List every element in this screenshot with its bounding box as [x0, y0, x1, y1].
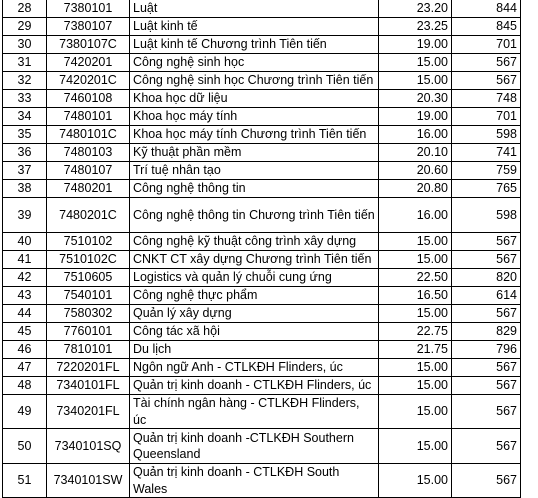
major-name: Luật kinh tế Chương trình Tiên tiến: [130, 36, 379, 54]
major-code: 7220201FL: [47, 359, 130, 377]
major-code: 7340101FL: [47, 377, 130, 395]
score-count: 701: [452, 108, 521, 126]
cutoff-score: 23.25: [379, 18, 452, 36]
table-row: [3, 18, 521, 36]
score-count: 765: [452, 180, 521, 198]
major-name: Tài chính ngân hàng - CTLKĐH Flinders, úc: [130, 395, 379, 429]
cutoff-score: 15.00: [379, 429, 452, 464]
major-name: Công tác xã hội: [130, 323, 379, 341]
major-name: Quản lý xây dựng: [130, 305, 379, 323]
major-name: Công nghệ thông tin Chương trình Tiên tiến: [130, 198, 379, 233]
row-number: 49: [3, 395, 47, 429]
cutoff-score: 20.30: [379, 90, 452, 108]
table-row: [3, 359, 521, 377]
table-row: [3, 108, 521, 126]
score-count: 567: [452, 305, 521, 323]
cutoff-score: 20.60: [379, 162, 452, 180]
score-count: 759: [452, 162, 521, 180]
major-name: Công nghệ thông tin: [130, 180, 379, 198]
major-name: Trí tuệ nhân tạo: [130, 162, 379, 180]
major-code: 7480101C: [47, 126, 130, 144]
table-row: [3, 144, 521, 162]
row-number: 35: [3, 126, 47, 144]
table-row: [3, 251, 521, 269]
row-number: 50: [3, 429, 47, 464]
major-name: Công nghệ thực phẩm: [130, 287, 379, 305]
major-code: 7380107: [47, 18, 130, 36]
cutoff-score: 15.00: [379, 251, 452, 269]
cutoff-score: 20.80: [379, 180, 452, 198]
table-row: [3, 464, 521, 498]
major-code: 7810101: [47, 341, 130, 359]
major-name: Khoa học máy tính Chương trình Tiên tiến: [130, 126, 379, 144]
row-number: 33: [3, 90, 47, 108]
score-count: 845: [452, 18, 521, 36]
cutoff-score: 15.00: [379, 377, 452, 395]
table-row: [3, 198, 521, 233]
row-number: 30: [3, 36, 47, 54]
table-row: [3, 341, 521, 359]
major-code: 7420201C: [47, 72, 130, 90]
row-number: 44: [3, 305, 47, 323]
major-code: 7510102: [47, 233, 130, 251]
row-number: 40: [3, 233, 47, 251]
major-name: Logistics và quản lý chuỗi cung ứng: [130, 269, 379, 287]
major-name: Khoa học dữ liệu: [130, 90, 379, 108]
score-count: 820: [452, 269, 521, 287]
cutoff-score: 15.00: [379, 233, 452, 251]
major-name: Công nghệ kỹ thuật công trình xây dựng: [130, 233, 379, 251]
score-count: 829: [452, 323, 521, 341]
table-row: [3, 429, 521, 464]
cutoff-score: 16.50: [379, 287, 452, 305]
major-code: 7480107: [47, 162, 130, 180]
table-row: [3, 162, 521, 180]
cutoff-score: 20.10: [379, 144, 452, 162]
table-row: [3, 0, 521, 18]
cutoff-score: 15.00: [379, 305, 452, 323]
major-code: 7480101: [47, 108, 130, 126]
score-count: 567: [452, 251, 521, 269]
major-code: 7510102C: [47, 251, 130, 269]
cutoff-score: 15.00: [379, 72, 452, 90]
major-code: 7760101: [47, 323, 130, 341]
major-code: 7380101: [47, 0, 130, 18]
admission-score-table: [2, 0, 521, 498]
score-count: 567: [452, 377, 521, 395]
row-number: 43: [3, 287, 47, 305]
major-name: Du lịch: [130, 341, 379, 359]
table-row: [3, 395, 521, 429]
major-name: Ngôn ngữ Anh - CTLKĐH Flinders, úc: [130, 359, 379, 377]
major-code: 7460108: [47, 90, 130, 108]
table-row: [3, 180, 521, 198]
cutoff-score: 19.00: [379, 36, 452, 54]
major-name: Luật kinh tế: [130, 18, 379, 36]
score-count: 748: [452, 90, 521, 108]
major-name: Công nghệ sinh học Chương trình Tiên tiến: [130, 72, 379, 90]
major-name: Quản trị kinh doanh - CTLKĐH South Wales: [130, 464, 379, 498]
score-count: 567: [452, 359, 521, 377]
table-row: [3, 377, 521, 395]
major-code: 7380107C: [47, 36, 130, 54]
score-count: 567: [452, 429, 521, 464]
score-count: 741: [452, 144, 521, 162]
row-number: 51: [3, 464, 47, 498]
major-name: Quản trị kinh doanh -CTLKĐH Southern Queensland: [130, 429, 379, 464]
table-row: [3, 323, 521, 341]
row-number: 46: [3, 341, 47, 359]
score-count: 567: [452, 464, 521, 498]
major-code: 7480103: [47, 144, 130, 162]
cutoff-score: 21.75: [379, 341, 452, 359]
score-count: 598: [452, 198, 521, 233]
row-number: 39: [3, 198, 47, 233]
table-row: [3, 305, 521, 323]
cutoff-score: 19.00: [379, 108, 452, 126]
score-count: 567: [452, 72, 521, 90]
row-number: 42: [3, 269, 47, 287]
row-number: 32: [3, 72, 47, 90]
table-row: [3, 90, 521, 108]
major-code: 7420201: [47, 54, 130, 72]
major-name: CNKT CT xây dựng Chương trình Tiên tiến: [130, 251, 379, 269]
major-code: 7540101: [47, 287, 130, 305]
row-number: 34: [3, 108, 47, 126]
major-code: 7480201: [47, 180, 130, 198]
major-code: 7510605: [47, 269, 130, 287]
table-row: [3, 54, 521, 72]
row-number: 36: [3, 144, 47, 162]
table-row: [3, 269, 521, 287]
score-count: 796: [452, 341, 521, 359]
major-name: Kỹ thuật phần mềm: [130, 144, 379, 162]
cutoff-score: 15.00: [379, 395, 452, 429]
cutoff-score: 23.20: [379, 0, 452, 18]
cutoff-score: 15.00: [379, 464, 452, 498]
table-row: [3, 233, 521, 251]
table-body: [3, 0, 521, 498]
score-count: 567: [452, 54, 521, 72]
score-count: 567: [452, 395, 521, 429]
row-number: 37: [3, 162, 47, 180]
score-count: 598: [452, 126, 521, 144]
cutoff-score: 16.00: [379, 126, 452, 144]
score-count: 567: [452, 233, 521, 251]
cutoff-score: 22.50: [379, 269, 452, 287]
table-row: [3, 126, 521, 144]
major-code: 7340101SQ: [47, 429, 130, 464]
major-name: Luật: [130, 0, 379, 18]
row-number: 47: [3, 359, 47, 377]
score-count: 614: [452, 287, 521, 305]
table-row: [3, 36, 521, 54]
cutoff-score: 15.00: [379, 359, 452, 377]
cutoff-score: 22.75: [379, 323, 452, 341]
major-code: 7480201C: [47, 198, 130, 233]
major-name: Khoa học máy tính: [130, 108, 379, 126]
major-code: 7580302: [47, 305, 130, 323]
row-number: 31: [3, 54, 47, 72]
table-row: [3, 72, 521, 90]
major-code: 7340101SW: [47, 464, 130, 498]
table-row: [3, 287, 521, 305]
row-number: 41: [3, 251, 47, 269]
row-number: 45: [3, 323, 47, 341]
score-count: 844: [452, 0, 521, 18]
major-name: Công nghệ sinh học: [130, 54, 379, 72]
row-number: 48: [3, 377, 47, 395]
major-code: 7340201FL: [47, 395, 130, 429]
major-name: Quản trị kinh doanh - CTLKĐH Flinders, úc: [130, 377, 379, 395]
row-number: 28: [3, 0, 47, 18]
row-number: 29: [3, 18, 47, 36]
row-number: 38: [3, 180, 47, 198]
cutoff-score: 15.00: [379, 54, 452, 72]
cutoff-score: 16.00: [379, 198, 452, 233]
score-count: 701: [452, 36, 521, 54]
